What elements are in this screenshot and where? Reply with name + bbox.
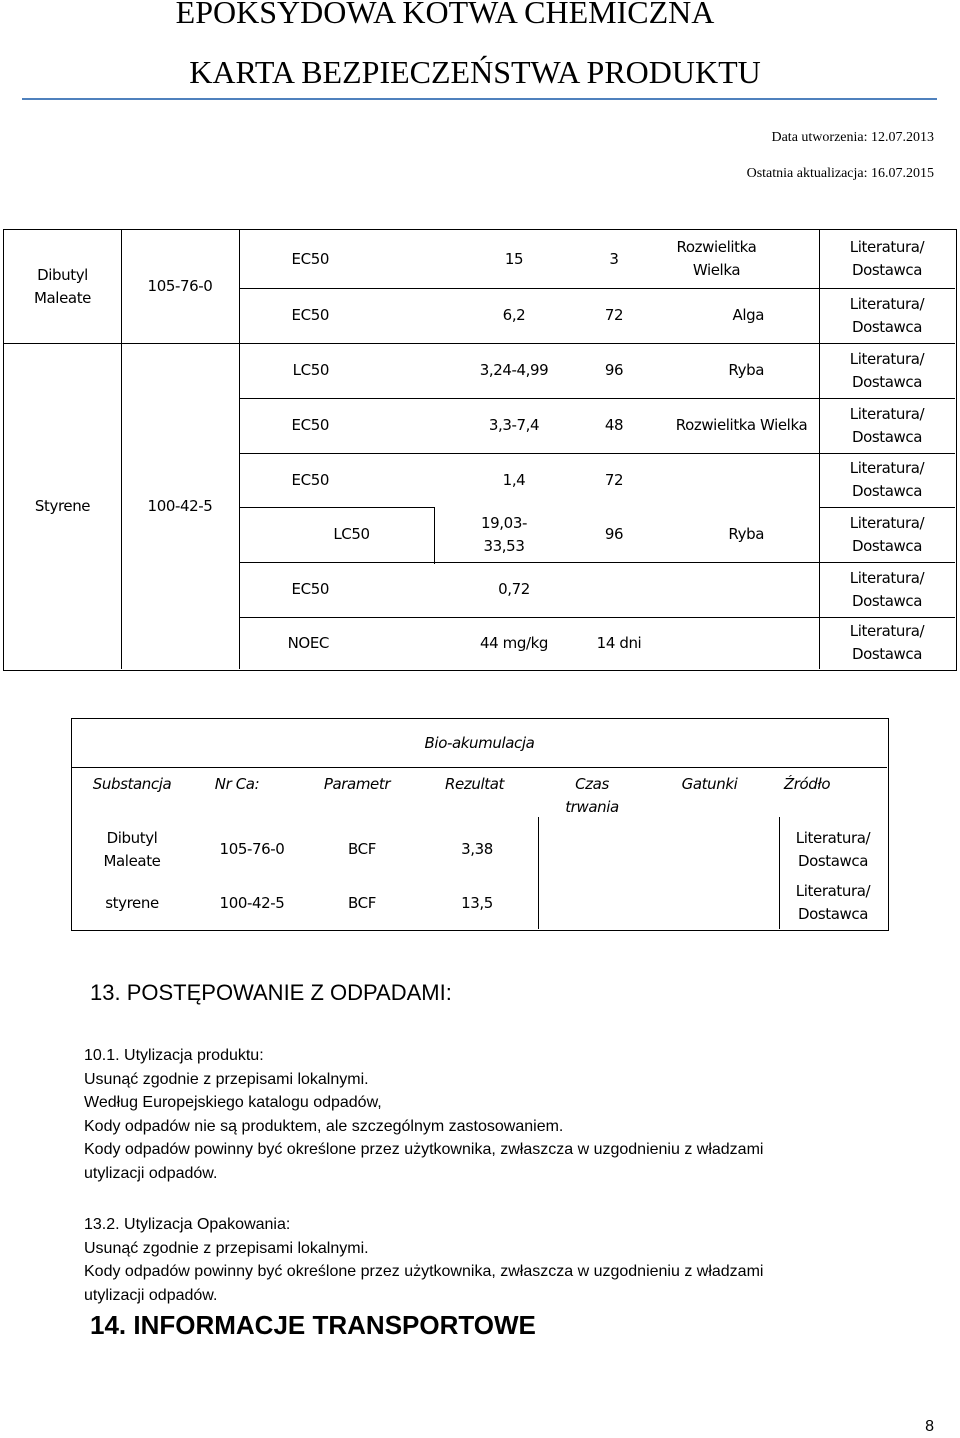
header-rule [22, 98, 937, 100]
row6-param: EC50 [291, 580, 329, 598]
cas-dibutyl: 105-76-0 [147, 277, 213, 295]
row3-source: Literatura/ Dostawca [849, 404, 925, 446]
row4-value: 1,4 [502, 470, 526, 489]
bio-row0-result: 3,38 [461, 840, 493, 858]
bio-header-substance: Substancja [92, 774, 172, 793]
row3-value: 3,3-7,4 [488, 416, 540, 434]
row5-source: Literatura/ Dostawca [849, 513, 925, 555]
row1-value: 6,2 [502, 306, 526, 324]
document-subtitle: KARTA BEZPIECZEŃSTWA PRODUKTU [189, 54, 761, 90]
bio-header-species: Gatunki [681, 774, 738, 793]
bio-header-cas: Nr Ca: [214, 774, 260, 793]
bio-row0-param: BCF [348, 840, 376, 858]
bio-row1-source: Literatura/ Dostawca [795, 882, 871, 923]
bio-header-duration: Czas trwania [565, 775, 619, 816]
row5-species: Ryba [728, 525, 764, 543]
bio-row1-cas: 100-42-5 [219, 893, 285, 912]
bio-header-result: Rezultat [445, 774, 504, 793]
created-date: Data utworzenia: 12.07.2013 [771, 130, 934, 145]
row2-source: Literatura/ Dostawca [849, 349, 925, 391]
row3-time: 48 [604, 416, 624, 434]
row7-source: Literatura/ Dostawca [849, 622, 925, 663]
page-number: 8 [925, 1418, 934, 1435]
section-14-heading: 14. INFORMACJE TRANSPORTOWE [90, 1310, 536, 1340]
row6-value: 0,72 [498, 580, 530, 598]
ecotoxicity-table [3, 229, 957, 671]
substance-dibutyl: Dibutyl Maleate [33, 265, 92, 307]
bio-row1-param: BCF [348, 893, 376, 912]
bio-row1-result: 13,5 [461, 893, 493, 912]
cas-styrene: 100-42-5 [147, 496, 213, 515]
row1-time: 72 [604, 306, 624, 324]
section-13-1-paragraph: 10.1. Utylizacja produktu: Usunąć zgodnie z przepisami lokalnymi. Według Europejskiego katalogu odpadów, Kody odpadów nie są produktem, ale szczególnym zastosowaniem. Kody odpadów powinny być określone przez użytkownika, zwłaszcza w uzgodnieniu z władzami utylizacji odpadów. [84, 1047, 764, 1182]
bio-header-source: Źródło [783, 774, 831, 793]
row2-time: 96 [604, 361, 624, 379]
row3-species: Rozwielitka Wielka [675, 416, 808, 434]
bio-row1-substance: styrene [105, 893, 159, 912]
row3-param: EC50 [291, 416, 329, 434]
row7-param: NOEC [287, 633, 329, 652]
row0-param: EC50 [291, 249, 329, 268]
row2-param: LC50 [292, 361, 329, 379]
row7-value: 44 mg/kg [479, 633, 549, 652]
row5-value: 19,03-33,53 [481, 513, 527, 555]
updated-date: Ostatnia aktualizacja: 16.07.2015 [746, 166, 934, 181]
bio-header-parameter: Parametr [323, 774, 391, 793]
bio-row0-source: Literatura/ Dostawca [795, 828, 871, 870]
row5-param: LC50 [333, 525, 370, 543]
row0-species: Rozwielitka Wielka [676, 238, 757, 279]
bio-title: Bio-akumulacja [424, 733, 535, 752]
section-13-2-paragraph: 13.2. Utylizacja Opakowania: Usunąć zgodnie z przepisami lokalnymi. Kody odpadów powinny być określone przez użytkownika, zwłaszcza w uzgodnieniu z władzami utylizacji odpadów. [84, 1216, 764, 1304]
bioaccumulation-table [71, 718, 889, 931]
bio-row0-substance: Dibutyl Maleate [103, 828, 161, 870]
row6-source: Literatura/ Dostawca [849, 568, 925, 610]
row0-time: 3 [609, 249, 619, 268]
row1-param: EC50 [291, 306, 329, 324]
bio-row0-cas: 105-76-0 [219, 840, 285, 858]
row0-source: Literatura/ Dostawca [849, 238, 925, 279]
row4-param: EC50 [291, 470, 329, 489]
substance-styrene: Styrene [34, 496, 91, 515]
row5-time: 96 [604, 525, 624, 543]
row1-source: Literatura/ Dostawca [849, 294, 925, 336]
row1-species: Alga [732, 306, 764, 324]
row2-species: Ryba [728, 361, 764, 379]
row4-source: Literatura/ Dostawca [849, 459, 925, 500]
row2-value: 3,24-4,99 [479, 361, 549, 379]
row7-time: 14 dni [596, 633, 642, 652]
document-title: EPOKSYDOWA KOTWA CHEMICZNA [175, 0, 715, 30]
row4-time: 72 [604, 470, 624, 489]
section-13-heading: 13. POSTĘPOWANIE Z ODPADAMI: [90, 980, 452, 1005]
row0-value: 15 [504, 249, 524, 268]
